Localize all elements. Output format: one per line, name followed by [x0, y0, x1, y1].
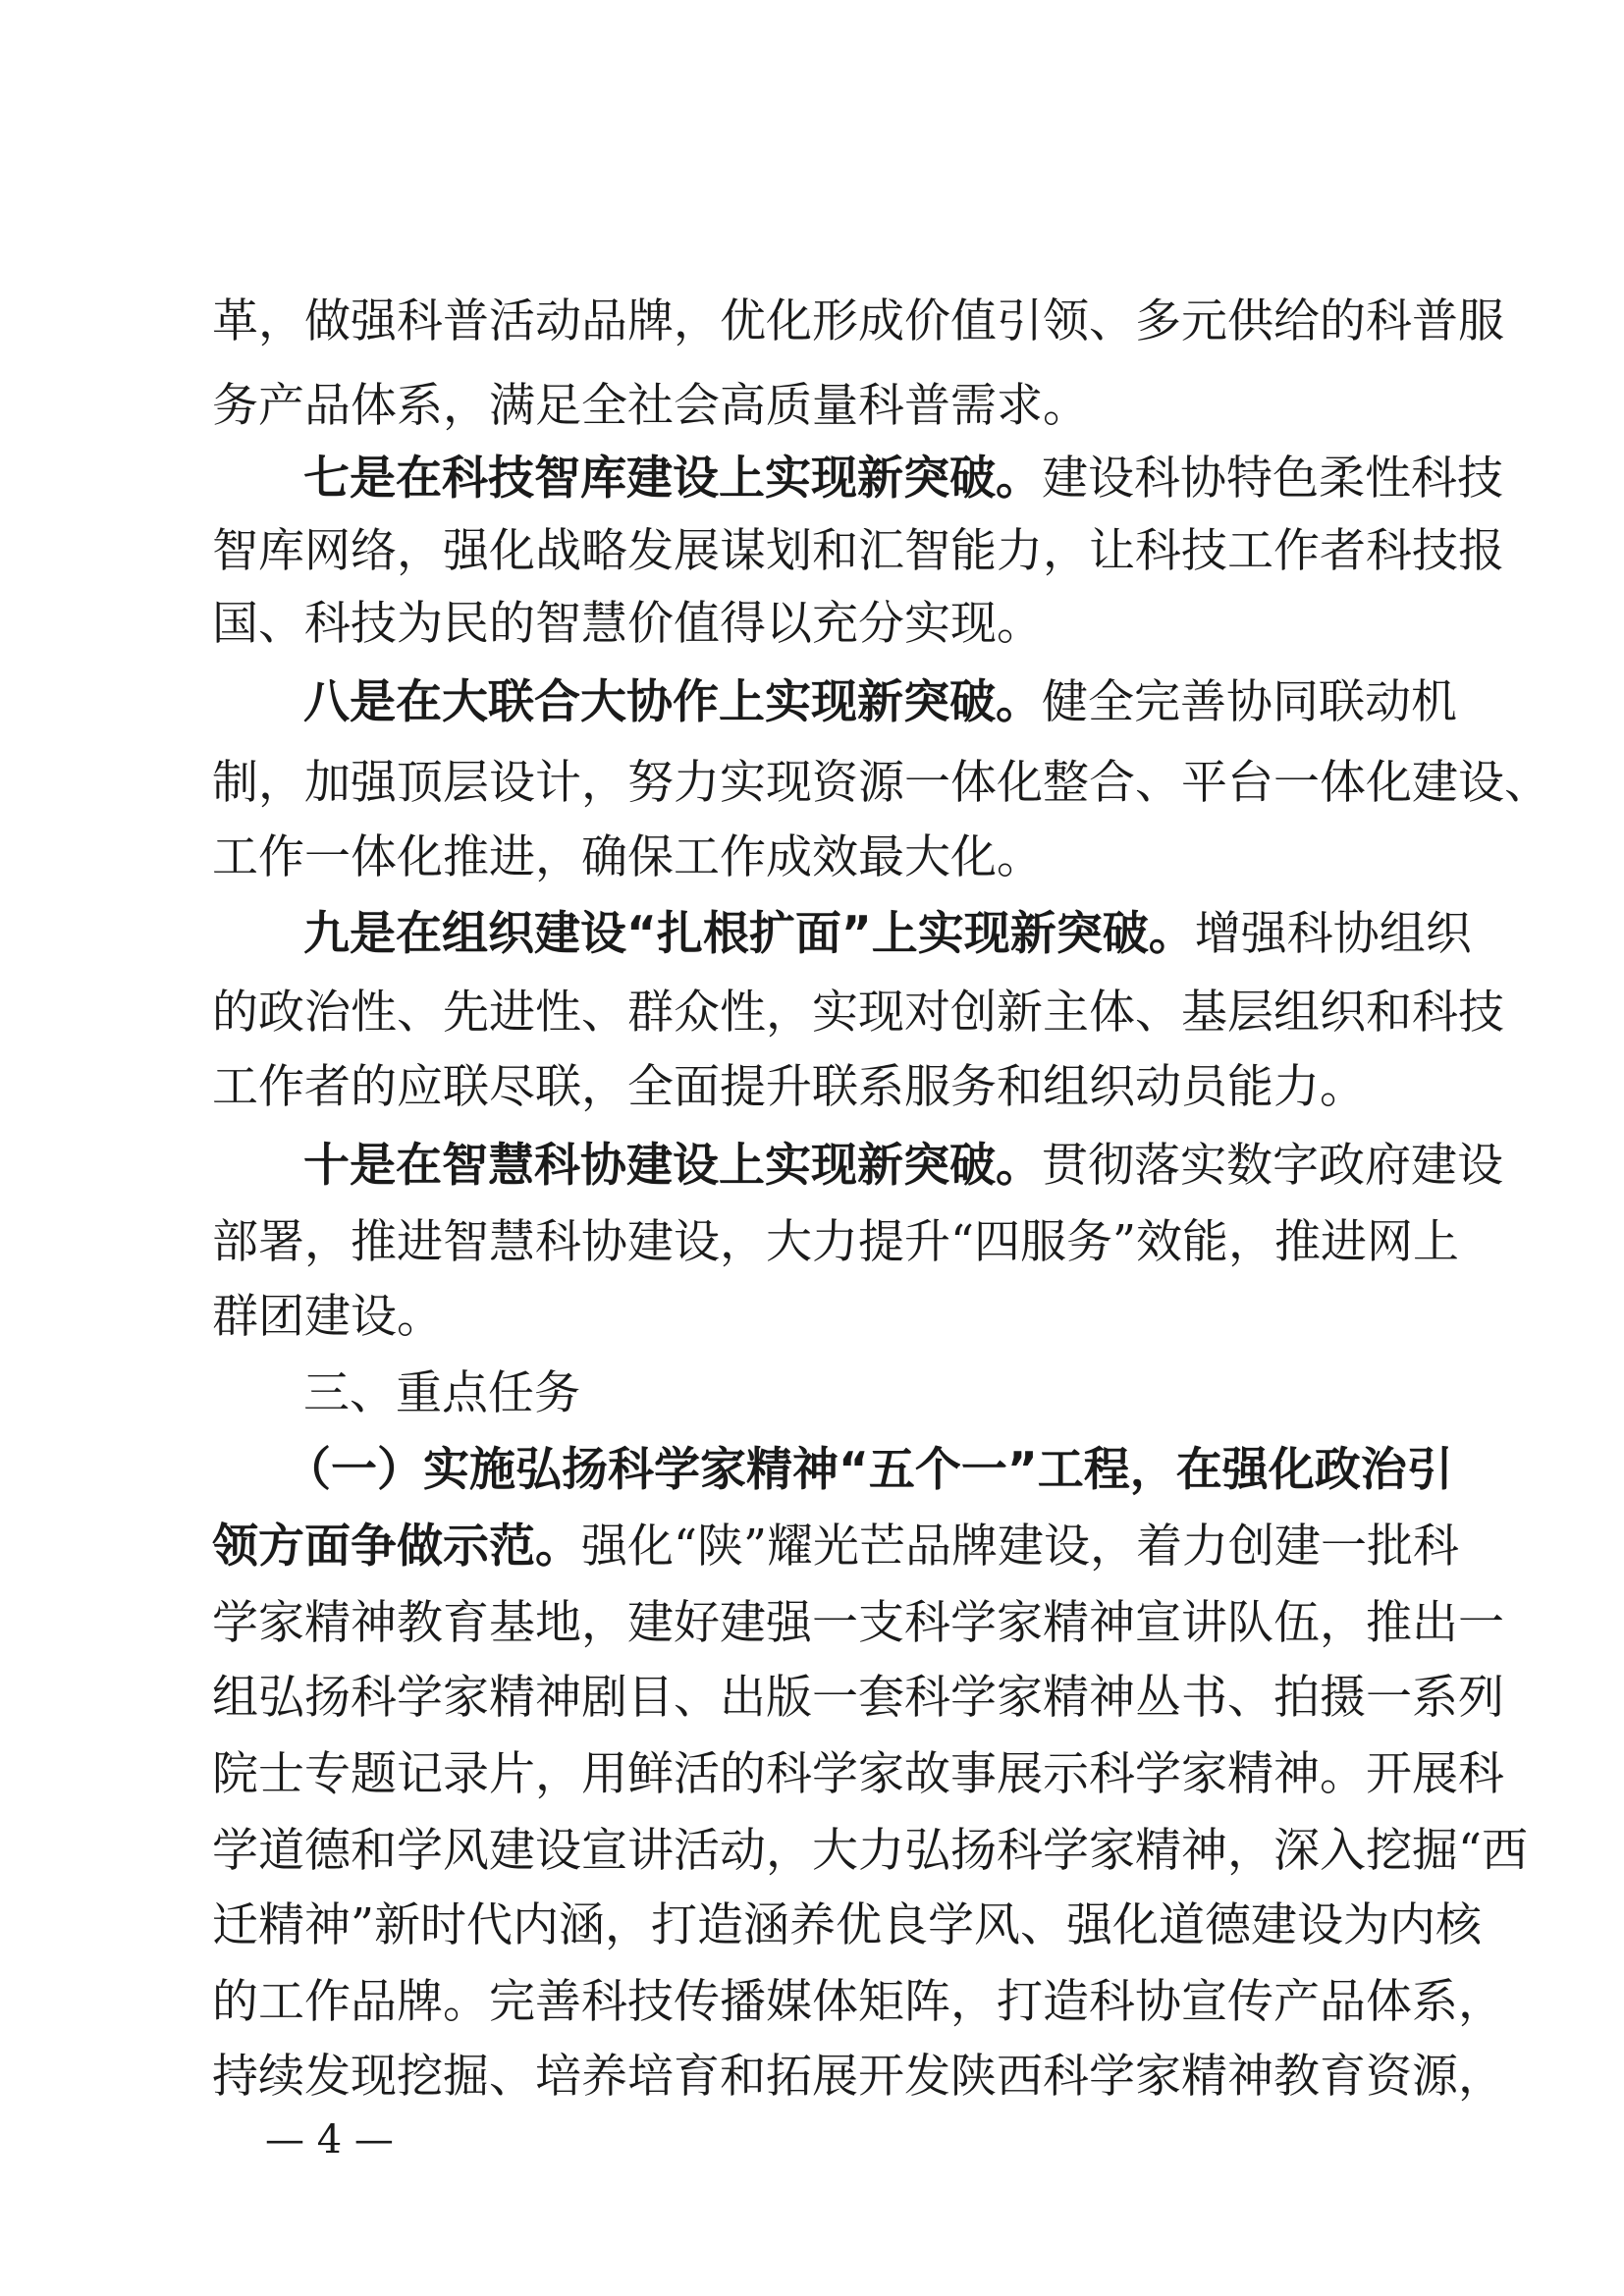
paragraph-7-lead: 建设科协特色柔性科技	[1042, 452, 1503, 506]
text-line-25	[212, 1739, 1504, 1810]
subsection-heading-line	[285, 1435, 1453, 1506]
line-text: 组弘扬科学家精神剧目、出版一套科学家精神丛书、拍摄一系列	[212, 1671, 1504, 1725]
subsection-lead: 强化“陕”耀光芒品牌建设，着力创建一批科	[581, 1520, 1460, 1574]
text-line-5	[212, 516, 1504, 587]
page-number: — 4 —	[265, 2117, 394, 2163]
line-text: 迁精神”新时代内涵，打造涵养优良学风、强化道德建设为内核	[212, 1898, 1483, 1952]
text-line-9	[212, 748, 1550, 819]
line-text: 的工作品牌。完善科技传播媒体矩阵，打造科协宣传产品体系，	[212, 1975, 1504, 2029]
text-line-1	[212, 287, 1504, 357]
subsection-first-body-line	[212, 1512, 1460, 1582]
text-line-26	[212, 1816, 1529, 1887]
line-text: 国、科技为民的智慧价值得以充分实现。	[212, 597, 1043, 651]
text-line-18	[212, 1282, 1430, 1353]
paragraph-8-lead: 健全完善协同联动机	[1042, 675, 1457, 729]
text-line-17	[212, 1207, 1460, 1278]
line-text: 部署，推进智慧科协建设，大力提升“四服务”效能，推进网上	[212, 1215, 1460, 1269]
paragraph-7-first-line	[303, 444, 1503, 514]
paragraph-9-heading: 九是在组织建设“扎根扩面”上实现新突破。	[303, 907, 1195, 961]
section-title: 三、重点任务	[303, 1366, 580, 1420]
text-line-2	[212, 371, 1430, 442]
text-line-13	[212, 978, 1504, 1048]
paragraph-7-heading: 七是在科技智库建设上实现新突破。	[303, 452, 1042, 506]
text-line-23	[212, 1588, 1504, 1659]
paragraph-10-first-line	[303, 1131, 1503, 1201]
line-text: 制，加强顶层设计，努力实现资源一体化整合、平台一体化建设、	[212, 756, 1550, 810]
subsection-title: （一）实施弘扬科学家精神“五个一”工程，在强化政治引	[285, 1443, 1453, 1497]
line-text: 学道德和学风建设宣讲活动，大力弘扬科学家精神，深入挖掘“西	[212, 1824, 1529, 1878]
line-text: 智库网络，强化战略发展谋划和汇智能力，让科技工作者科技报	[212, 524, 1504, 578]
text-line-29	[212, 2042, 1504, 2112]
subsection-title-continued: 领方面争做示范。	[212, 1520, 581, 1574]
text-line-28	[212, 1967, 1504, 2038]
text-line-6	[212, 589, 1430, 660]
line-text: 群团建设。	[212, 1290, 443, 1344]
paragraph-8-heading: 八是在大联合大协作上实现新突破。	[303, 675, 1042, 729]
line-text: 持续发现挖掘、培养培育和拓展开发陕西科学家精神教育资源，	[212, 2050, 1504, 2104]
line-text: 院士专题记录片，用鲜活的科学家故事展示科学家精神。开展科	[212, 1747, 1504, 1801]
text-line-14	[212, 1052, 1430, 1123]
paragraph-9-lead: 增强科协组织	[1194, 907, 1472, 961]
paragraph-8-first-line	[303, 667, 1457, 738]
section-heading	[303, 1359, 1430, 1429]
line-text: 革，做强科普活动品牌，优化形成价值引领、多元供给的科普服	[212, 294, 1504, 348]
text-line-27	[212, 1891, 1483, 1961]
paragraph-10-heading: 十是在智慧科协建设上实现新突破。	[303, 1139, 1042, 1193]
line-text: 务产品体系，满足全社会高质量科普需求。	[212, 379, 1089, 433]
paragraph-10-lead: 贯彻落实数字政府建设	[1042, 1139, 1503, 1193]
paragraph-9-first-line	[303, 899, 1472, 970]
line-text: 工作一体化推进，确保工作成效最大化。	[212, 830, 1043, 884]
text-line-10	[212, 823, 1430, 893]
line-text: 工作者的应联尽联，全面提升联系服务和组织动员能力。	[212, 1060, 1366, 1114]
line-text: 学家精神教育基地，建好建强一支科学家精神宣讲队伍，推出一	[212, 1596, 1504, 1650]
text-line-24	[212, 1663, 1504, 1734]
line-text: 的政治性、先进性、群众性，实现对创新主体、基层组织和科技	[212, 986, 1504, 1040]
